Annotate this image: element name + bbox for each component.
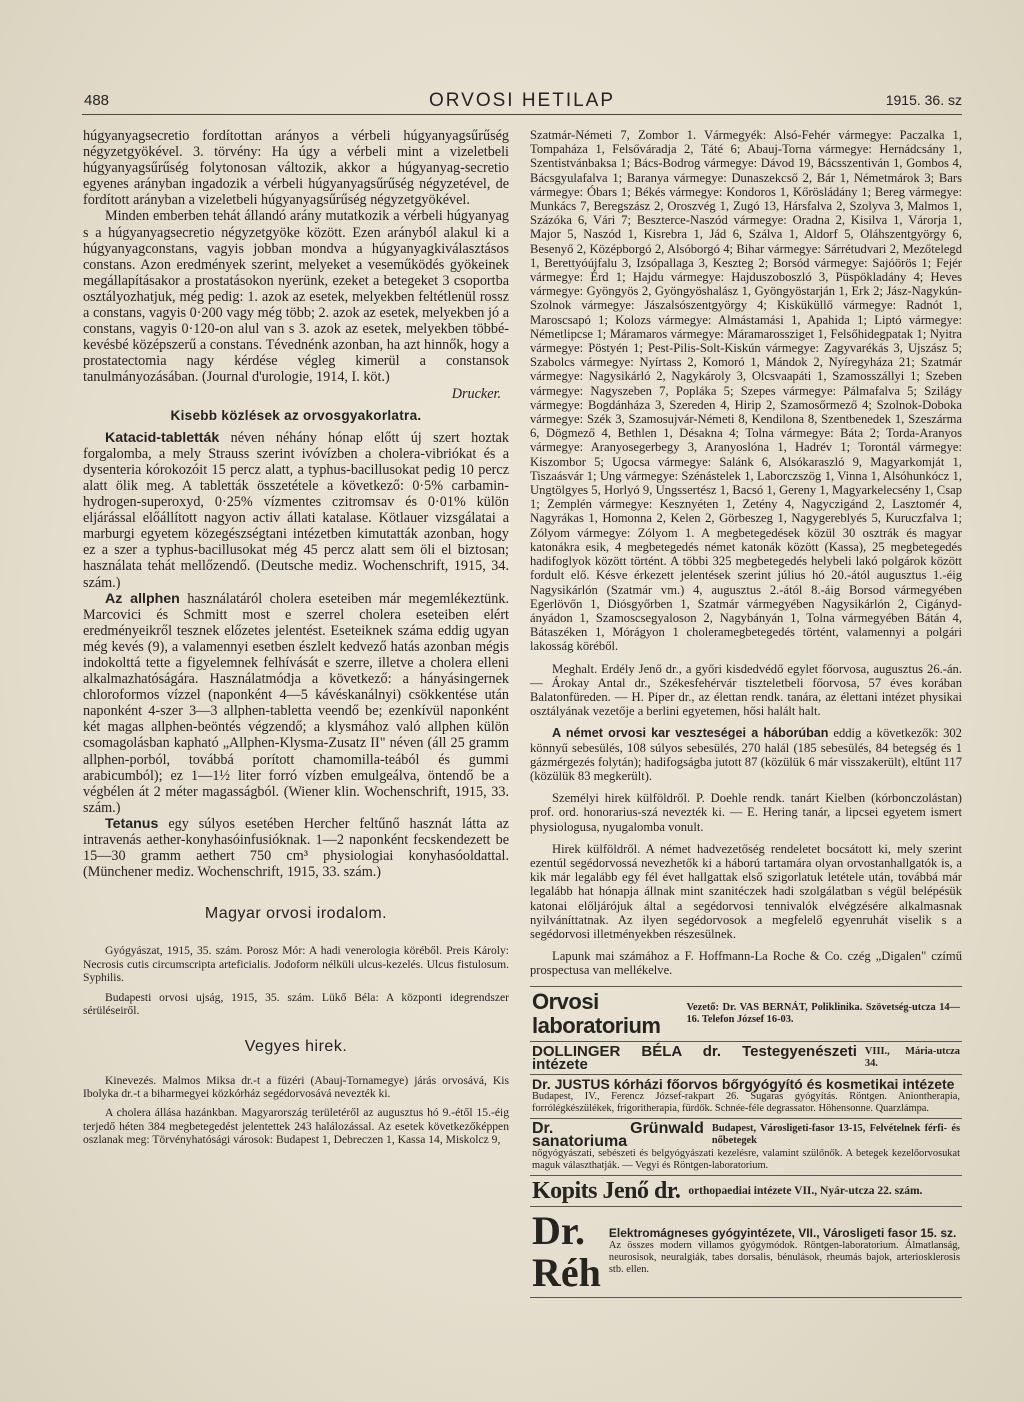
ad-grunwald (530, 1119, 962, 1176)
ad-dollinger (530, 1042, 962, 1075)
paragraph: Minden emberben tehát állandó arány mutatkozik a vérbeli húgyanyag s a húgyanyagsecretio négyzetgyöke között. Ezen arányból alakul ki a húgyanyagconstans, vagyis jobban mondva a húgyanyagkiválasztásos constans. Azon eredmények szerint, melyeket a veseműködés gyökeinek megállapításakor a prostatásokon nyerünk, ezeket a betegeket 3 csoportba osztályozhatjuk, még pedig: 1. azok az esetek, melyekben feltétlenül rossz a constans, vagyis 0·200 vagy még több; 2. azok az esetek, melyekben jó a constans, vagyis 0·120-on alul van s 3. azok az esetek, melyekben többé-kevésbé középszerű a constans. Tévednénk azonban, ha azt hinnők, hogy a prostatectomia nagy kérdése végleg kimerül a constansok tanulmányozásában. (Journal d'urologie, 1914, I. köt.) (83, 208, 509, 386)
page-number: 488 (84, 92, 110, 109)
ad-text: nőgyógyászati, sebészeti és belgyógyászati kezelésre, valamint szülőnők. A betegek kezelőorvosukat maguk választhatják. — Vegyi és Röntgen-laboratorium. (532, 1147, 960, 1171)
section-heading: Kisebb közlések az orvosgyakorlatra. (170, 407, 422, 423)
section-heading: Vegyes hirek. (244, 1038, 348, 1056)
news-item: Meghalt. Erdély Jenő dr., a győri kisdedvédő egylet főorvosa, augusztus 26.-án. — Árokay Antal dr., Székesfehérvár tiszteletbeli főorvosa, 57 éves korában Balatonfüreden. — H. Piper dr., az élettan rendk. tanára, az élettani intézet physikai osztályának vezetője a berlini egyetemen, hősi halált halt. (530, 661, 962, 719)
author-signature: Drucker. (451, 385, 501, 402)
ad-reh (530, 1207, 962, 1298)
literature-list (83, 944, 509, 1017)
section-heading: Magyar orvosi irodalom. (204, 905, 388, 923)
news-item: Hirek külföldről. A német hadvezetőség rendeletet bocsátott ki, mely szerint ezentúl segédorvossá nevezhetők ki a háború tartamára olyan orvostanhallgatók is, a kik már legalább egy fél évet hallgattak első szigorlatuk letétele után, továbbá már legalább hat hónapja állnak mint szanitéczek hadi szolgálatban s végül belépésük katonai előljárójuk által a segédorvosi tennivalók elvégzésére alkalmasnak nyilváníttatnak. Az ilyen segédorvosok a megfelelő egyenruhát viselik s a segédorvosi illetményekben részesülnek. (530, 841, 962, 941)
paragraph: húgyanyagsecretio fordítottan arányos a vérbeli húgyanyagsűrűség négyzetgyökével. 3. törvény: Ha úgy a vérbeli mint a vizeletbeli húgyanyagsűrűség folytonosan változik, akkor a húgyanyag-secretio egyenes arányban ingadozik a vérbeli húgyanyagsűrűség négyzetével, de fordított arányban a vizeletbeli húgyanyagsűrűség négyzetgyökével. (83, 128, 509, 209)
issue-number: 1915. 36. sz (885, 92, 962, 108)
page-header (82, 92, 962, 115)
ad-address: Budapest, Városligeti-fasor 13-15, Felvételnek férfi- és nőbetegek (711, 1122, 960, 1146)
right-column (530, 128, 962, 1298)
literature-item: Gyógyászat, 1915, 35. szám. Porosz Mór: A hadi venerologia köréből. Preis Károly: Necrosis cutis circumscripta arteficialis. Jodoform nélküli ulcus-kezelés. Ulcus fistulosum. Syphilis. (83, 944, 509, 985)
ad-name: Kopits Jenő dr. (532, 1177, 681, 1204)
ad-info: Vezető: Dr. VAS BERNÁT, Poliklinika. Szövetség-utcza 14—16. Telefon József 16-03. (686, 1001, 960, 1025)
paragraph: Szatmár-Németi 7, Zombor 1. Vármegyék: Alsó-Fehér vármegye: Paczalka 1, Tompaháza 1, Felsőváradja 2, Táté 6; Abauj-Torna vármegye: Hernádcsány 1, Szentistvánbaksa 1; Bács-Bodrog vármegye: Dávod 19, Bácsszentiván 1, Gombos 4, Bácsgyulafalva 1; Baranya vármegye: Dunaszekcső 2, Bár 1, Németmárok 3; Bars vármegye: Óbars 1; Békés vármegye: Kondoros 1, Kőrösládány 1; Bereg vármegye: Munkács 7, Beregszász 2, Oroszvég 1, Zugó 13, Hársfalva 2, Szolyva 3, Malmos 1, Százóka 6, Vári 7; Beszterce-Naszód vármegye: Oradna 2, Kisilva 1, Várorja 1, Major 5, Naszód 1, Kisrebra 1, Jád 6, Szálva 1, Aldorf 5, Oláhszentgyörgy 6, Besenyő 2, Középborgó 2, Alsóborgó 4; Bihar vármegye: Sárrétudvari 2, Mezőtelegd 1, Berettyóújfalu 3, Izsópallaga 3, Keszteg 2; Borsód vármegye: Sajóörös 1; Fejér vármegye: Érd 1; Hajdu vármegye: Hajduszoboszló 3, Püspökladány 4; Heves vármegye: Gyöngyös 2, Gyöngyöshalász 1, Gyöngyöstarján 1, Erk 2; Jász-Nagykún-Szolnok vármegye: Jászalsószentgyörgy 4; Kisküküllő vármegye: Radnót 1, Maroscsapó 1; Kolozs vármegye: Almástamási 1, Apahida 1; Liptó vármegye: Németlipcse 1; Máramaros vármegye: Máramarossziget 1, Felsőhidegpatak 1; Nyitra vármegye: Pöstyén 1; Pest-Pilis-Solt-Kiskún vármegye: Zagyvarékás 3, Ujszász 5; Szabolcs vármegye: Nyírtass 2, Komoró 1, Mándok 2, Nyíregyháza 21; Szatmár vármegye: Nagysikárló 2, Nagykároly 3, Olcsvaapáti 1, Szamosszállyi 1; Szeben vármegye: Nagyszeben 7, Popláka 5; Szepes vármegye: Pálmafalva 5; Szilágy vármegye: Bogdánháza 3, Szereden 4, Hirip 2, Szamosőrmező 4; Szolnok-Doboka vármegye: Szék 3, Szamosujvár-Németi 8, Kendilona 8, Szentbenedek 1, Szeszárma 6, Dögmező 4, Bethlen 1, Désakna 4; Tolna vármegye: Báta 2; Torda-Aranyos vármegye: Aranyosegerbegy 3, Aranyoslóna 1, Hadrév 1; Torontál vármegye: Kiszombor 5; Ugocsa vármegye: Salánk 6, Alsókaraszló 9, Magyarkomját 1, Tiszaásvár 1; Ung vármegye: Szénástelek 1, Laborczszög 1, Vinna 1, Alsóhunkócz 1, Ungtölgyes 5, Horlyó 9, Ungssertész 1, Bacsó 1, Gereny 1, Magyarkelecsény 1, Csap 1; Zemplén vármegye: Kesznyéten 1, Zetény 4, Nagyczigánd 2, Lasztomér 4, Nagyrákas 1, Homonna 2, Kelen 2, Görbeszeg 1, Nagygereblyés 5, Kuruczfalva 1; Zólyom vármegye: Zólyom 1. A megbetegedések közül 30 osztrák és magyar katonákra esik, 4 megbetegedés német katonák között (Kassa), 25 megbetegedés hadifoglyok között történt. A többi 325 megbetegedés helybeli lakó polgárok között fordult elő. Késve érkezett jelentések szerint július hó 20.-ától augusztus 1.-éig Nagysikárlón (Szatmár vm.) 4, augusztus 2.-ától 8.-áig Borsod vármegyében Egerlövőn 1, Diósgyőrben 1, Szatmár vármegyében Nagysikárlón 2, Cigánydányádon 1, Szamoscsegyaloson 2, Nagybányán 1, Tolna vármegyében Bátán 4, Bátaszéken 1, Mórágyon 1 choleramegbetegedés történt, valamennyi a polgári lakosság köréből. (530, 128, 962, 654)
ad-justus (530, 1075, 962, 1119)
article-text: néven néhány hónap előtt új szert hoztak forgalomba, a mely Strauss szerint ivóvízben a cholera-vibriókat és a dysenteria kórokozóit 15 percz alatt, a typhus-bacillusokat pedig 10 percz alatt ölik meg. A tabletták összetétele a következő: 0·5% carbamin-hydrogen-superoxyd, 0·25% vízmentes czitromsav és 0·01% külön eljárással előállított nagyon activ állati katalase. Kötlauer vizsgálatai a marburgi egyetem közegészségtani intézetben kimutatták azonban, hogy ez a szer a typhus-bacillusokat még 45 percz alatt sem öli el biztosan; használata tehát mellőzendő. (Deutsche mediz. Wochenschrift, 1915, 34. szám.) (83, 429, 509, 591)
news-list (83, 1074, 509, 1147)
journal-title: ORVOSI HETILAP (428, 90, 616, 111)
left-column (83, 128, 509, 1153)
news-item: Személyi hirek külföldről. P. Doehle rendk. tanárt Kielben (kórbonczolástan) prof. ord. honorarius-szá nevezték ki. — E. Hering tanár, a lipcsei egyetem ismert physiologusa, nyugalomba vonult. (530, 791, 962, 834)
ad-orvosi-laboratorium (530, 987, 962, 1042)
news-item: Kinevezés. Malmos Miksa dr.-t a füzéri (Abauj-Tornamegye) járás orvosává, Kis Ibolyka dr.-t a biharmegyei közkórház segédorvosává nevezték ki. (83, 1073, 509, 1100)
article-allphen (83, 591, 509, 816)
news-item (530, 726, 962, 783)
ad-text: Budapest, IV., Ferencz József-rakpart 26. Sugaras gyógyítás. Röntgen. Aniontherapia, forrólégkészülékek, frigoritherapia, fürdők. Schnée-féle degrassator. Höhensonne. Quarzlámpa. (532, 1090, 960, 1114)
ad-name: DOLLINGER BÉLA dr. Testegyenészeti intézete (532, 1042, 857, 1073)
news-title: A német orvosi kar veszteségei a háborúban (552, 726, 829, 741)
ad-name: Orvosi laboratorium (532, 988, 661, 1038)
literature-item: Budapesti orvosi ujság, 1915, 35. szám. Lükő Béla: A központi idegrendszer sérüléseiről. (83, 990, 509, 1018)
ad-header: Elektromágneses gyógyintézete, VII., Városligeti fasor 15. sz. (608, 1226, 957, 1241)
article-text: használatáról cholera eseteiben már megemlékeztünk. Marcovici és Schmitt most e szerrel cholera eseteiben elért eredményeikről tesznek előzetes jelentést. Eseteiknek száma eddig ugyan még kevés (9), a valamennyi esetben észlelt kedvező hatás azonban mégis indokolttá tette a figyelemnek felhívását e szerre, illetve a cholera elleni alkalmazhatóságára. Használatmódja a következő: a hányásingernek chloroformos vízzel (naponként 4—5 kávéskanálnyi) csökkentése után naponként 4-szer 3—3 allphen-tabletta veendő be; ezenkívül naponként két magas allphen-beöntés végzendő; a klysmához való allphen külön csomagolásban kapható „Allphen-Klysma-Zusatz II" néven (áll 25 gramm allphen-porból, továbbá porított chamomilla-teából és gummi arabicumból); ez 1—1½ liter forró vízben emulgeálva, öntendő be a végbélen át 2 méter magasságból. (Wiener klin. Wochenschrift, 1915, 33. szám.) (83, 590, 509, 816)
ad-address: VIII., Mária-utcza 34. (864, 1045, 960, 1069)
ad-name: Dr. JUSTUS kórházi főorvos bőrgyógyító és kosmetikai intézete (532, 1075, 955, 1092)
advertisements (530, 986, 962, 1298)
article-title: Katacid-tabletták (105, 429, 220, 446)
article-title: Az allphen (105, 590, 180, 607)
article-text: egy súlyos esetében Hercher feltűnő hasznát látta az intravenás aether-konyhasóinfusióknak. 1—2 naponként fecskendezett be 15—30 gramm aethert 750 cm³ physiologiai konyhasóoldattal. (Münchener mediz. Wochenschrift, 1915, 33. szám.) (83, 815, 510, 881)
ad-info: orthopaediai intézete VII., Nyár-utcza 22. szám. (688, 1184, 923, 1197)
article-title: Tetanus (105, 815, 159, 832)
ad-name: Dr. Grünwald sanatoriuma (532, 1119, 704, 1150)
article-tetanus (83, 816, 509, 880)
ad-text: Az összes modern villamos gyógymódok. Röntgen-laboratorium. Álmatlanság, neurosisok, neuralgiák, tabes dorsalis, bénulások, rheumás bajok, arteriosklerosis stb. ellen. (608, 1240, 960, 1276)
news-item: A cholera állása hazánkban. Magyarország területéről az augusztus hó 9.-étől 15.-éig terjedő héten 384 megbetegedést jelentettek 243 halálozással. Az esetek következőképpen oszlanak meg: Törvényhatósági városok: Budapest 1, Debreczen 1, Kassa 14, Miskolcz 9, (83, 1106, 509, 1147)
supplement-note: Lapunk mai számához a F. Hoffmann-La Roche & Co. czég „Digalen" czímű prospectusa van mellékelve. (530, 949, 962, 978)
ad-mark: Dr. Réh (532, 1207, 601, 1295)
article-katacid (83, 430, 509, 591)
news-text: eddig a következők: 302 könnyű sebesülés, 108 súlyos sebesülés, 270 halál (185 sebesülés, 84 betegség és 1 gázmérgezés folytán); hadifogságba jutott 87 (közülük 6 már visszakerült), eltűnt 117 (közülük 83 megkerült). (530, 726, 962, 783)
ad-kopits (530, 1176, 962, 1207)
